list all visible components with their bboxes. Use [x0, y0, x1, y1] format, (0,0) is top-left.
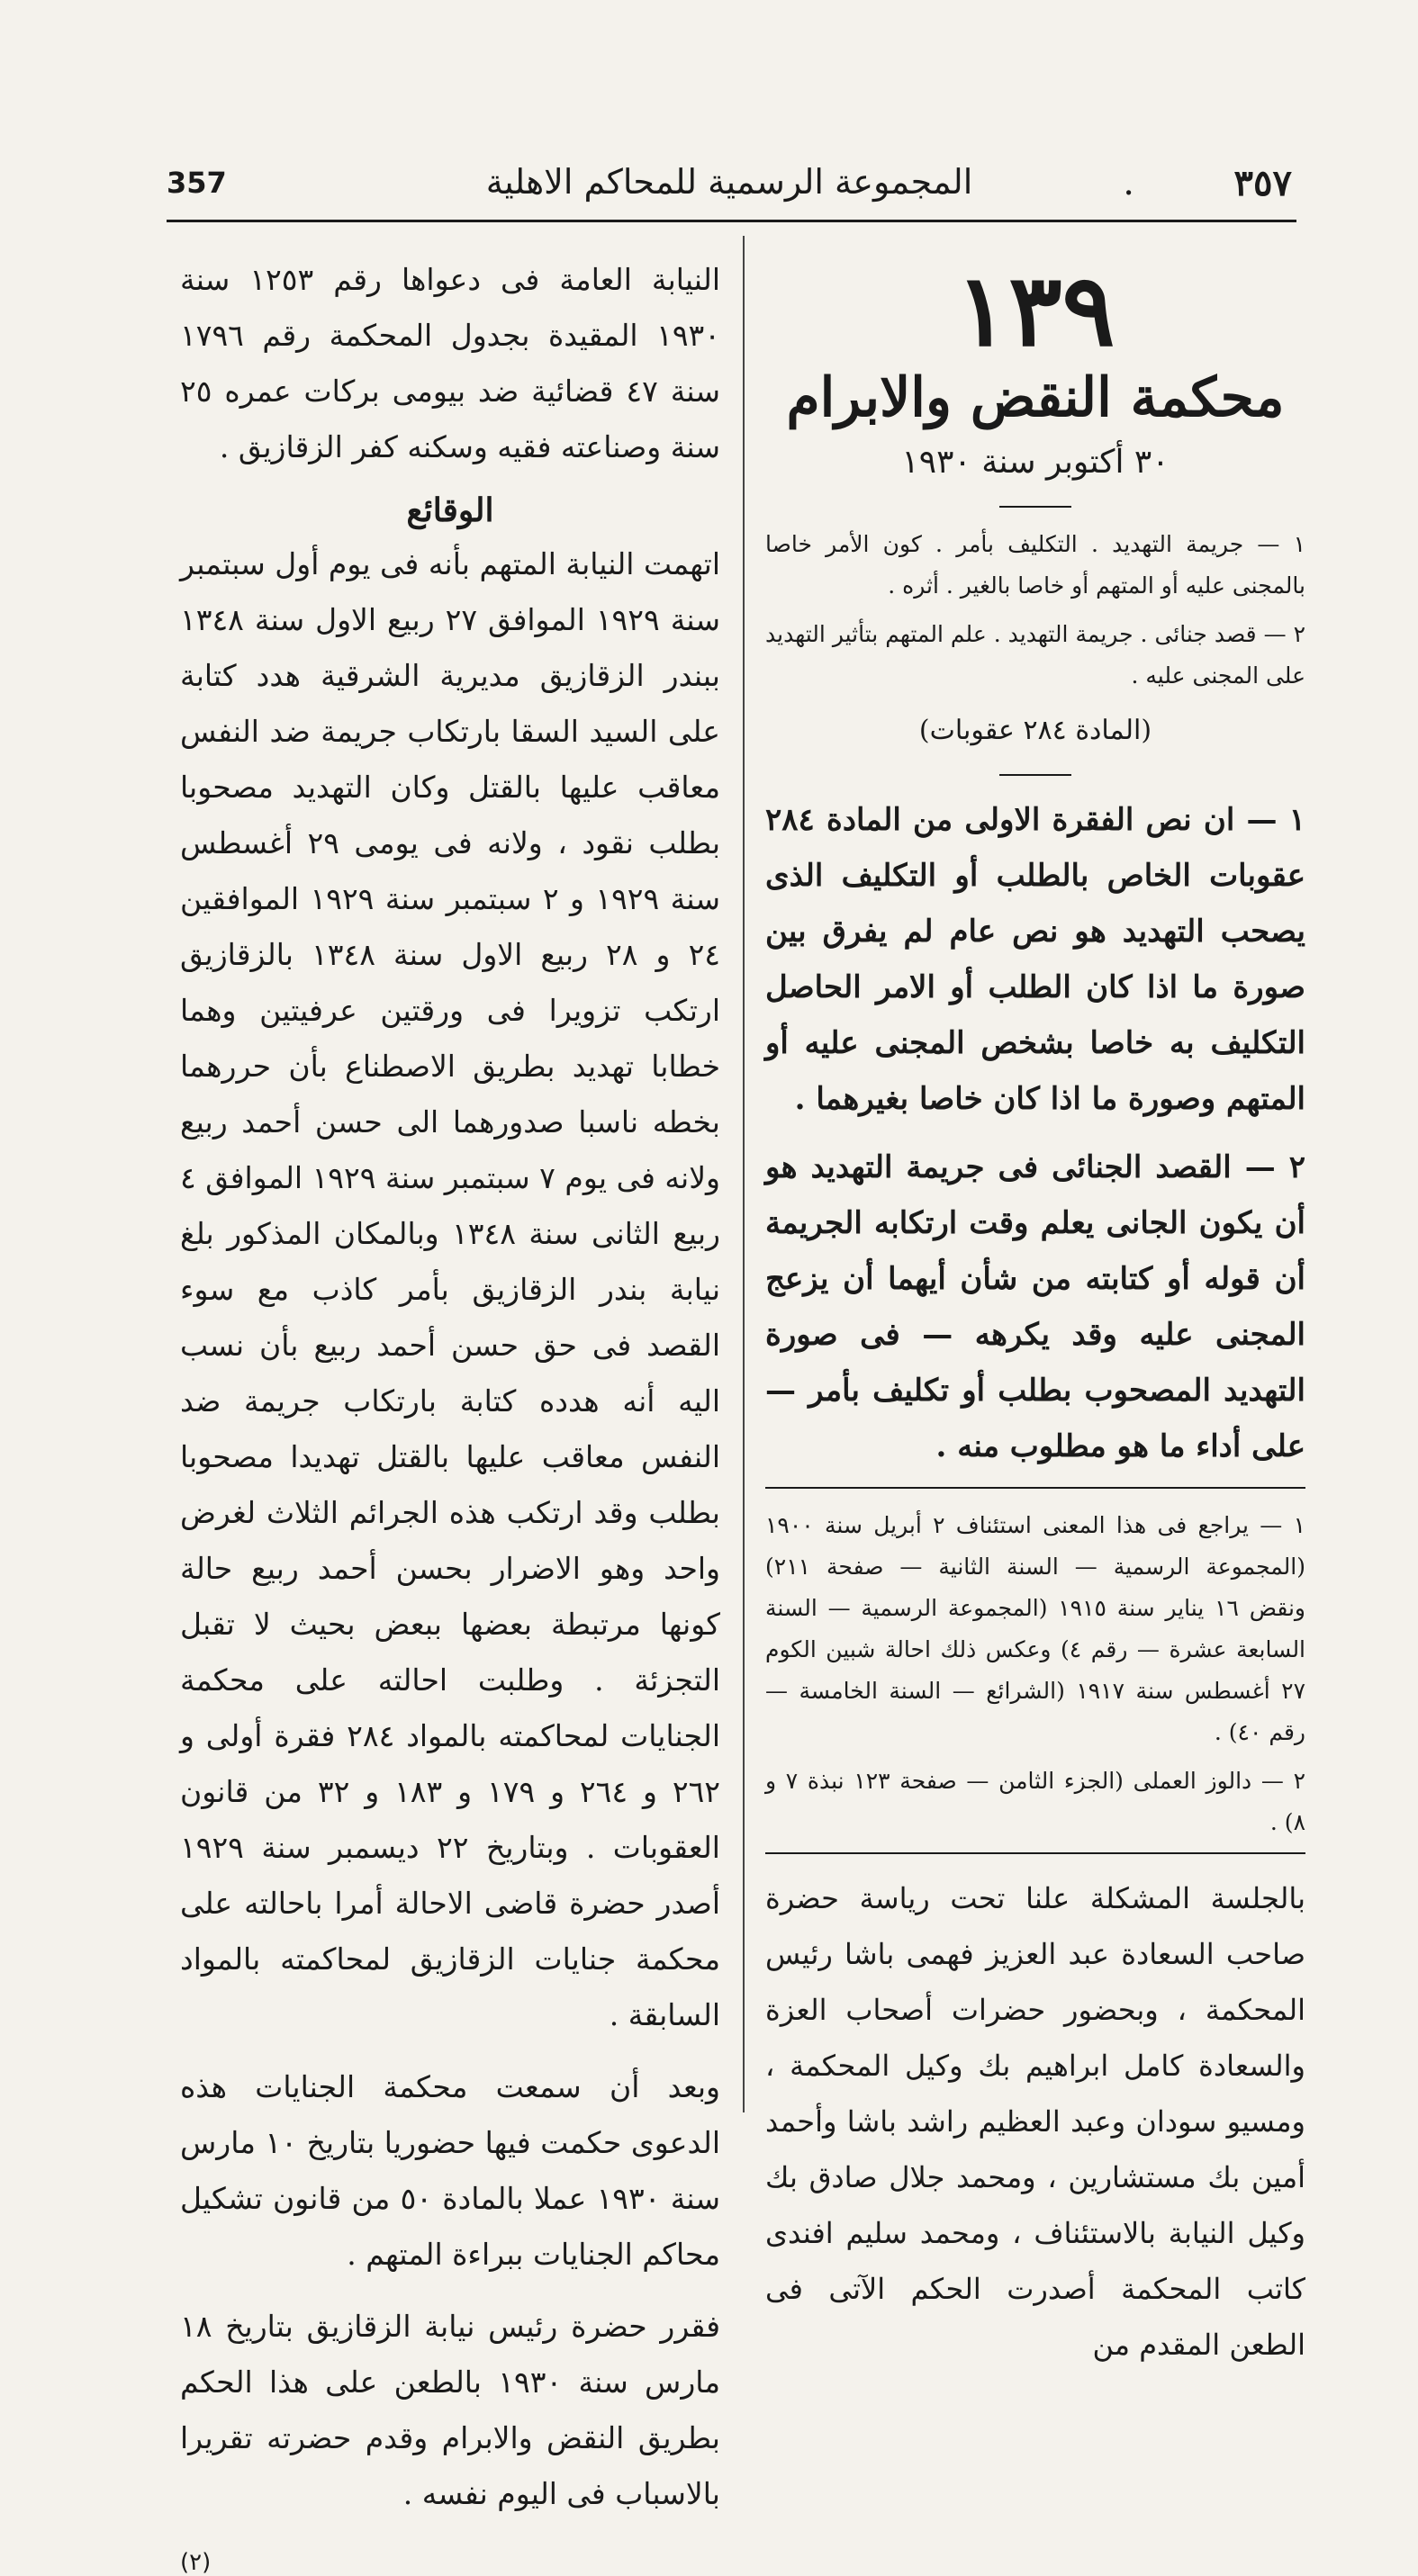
judgment-date: ٣٠ أكتوبر سنة ١٩٣٠: [901, 444, 1170, 481]
session-paragraph: [765, 1870, 1305, 2373]
page-number-arabic: ٣٥٧: [1233, 162, 1292, 204]
header-separator: .: [1123, 162, 1134, 203]
facts-heading: الوقائع: [406, 491, 494, 529]
summary-list: [765, 524, 1305, 697]
footnote-list: [765, 1505, 1305, 1843]
facts-paragraph: وبعد أن سمعت محكمة الجنايات هذه الدعوى حكمت فيها حضوريا بتاريخ ١٠ مارس سنة ١٩٣٠ عملا بالمادة ٥٠ من قانون تشكيل محاكم الجنايات ببراءة المتهم .: [180, 2069, 720, 2272]
case-number: ١٣٩: [955, 252, 1115, 368]
headnote-item: ١ — ان نص الفقرة الاولى من المادة ٢٨٤ عقوبات الخاص بالطلب أو التكليف الذى يصحب التهديد هو نص عام لم يفرق بين صورة ما اذا كان الطلب أو الامر الحاصل التكليف به خاصا بشخص المجنى عليه أو المتهم وصورة ما اذا كان خاصا بغيرهما .: [765, 802, 1305, 1117]
intro-paragraph: النيابة العامة فى دعواها رقم ١٢٥٣ سنة ١٩٣٠ المقيدة بجدول المحكمة رقم ١٧٩٦ سنة ٤٧ قضائية ضد بيومى بركات عمره ٢٥ سنة وصناعته فقيه وسكنه كفر الزقازيق .: [180, 262, 720, 464]
footnote-item: ٢ — دالوز العملى (الجزء الثامن — صفحة ١٢٣ نبذة ٧ و ٨) .: [765, 1768, 1305, 1835]
signature-mark: (٢): [180, 2549, 212, 2576]
running-header: [167, 162, 1292, 216]
column-separator: [743, 236, 745, 2112]
left-column: [180, 252, 720, 2576]
session-rule: [765, 1852, 1305, 1854]
facts-paragraph: اتهمت النيابة المتهم بأنه فى يوم أول سبتمبر سنة ١٩٢٩ الموافق ٢٧ ربيع الاول سنة ١٣٤٨ ببندر الزقازيق مديرية الشرقية هدد كتابة على السيد السقا بارتكاب جريمة ضد النفس معاقب عليها بالقتل وكان التهديد مصحوبا بطلب نقود ، ولانه فى يومى ٢٩ أغسطس سنة ١٩٢٩ و ٢ سبتمبر سنة ١٩٢٩ الموافقين ٢٤ و ٢٨ ربيع الاول سنة ١٣٤٨ بالزقازيق ارتكب تزويرا فى ورقتين عرفيتين وهما خطابا تهديد بطريق الاصطناع بأن حررهما بخطه ناسبا صدورهما الى حسن أحمد ربيع ولانه فى يوم ٧ سبتمبر سنة ١٩٢٩ الموافق ٤ ربيع الثانى سنة ١٣٤٨ وبالمكان المذكور بلغ نيابة بندر الزقازيق بأمر كاذب مع سوء القصد فى حق حسن أحمد ربيع بأن نسب اليه أنه هدده كتابة بارتكاب جريمة ضد النفس معاقب عليها بالقتل تهديدا مصحوبا بطلب وقد ارتكب هذه الجرائم الثلاث لغرض واحد وهو الاضرار بحسن أحمد ربيع حالة كونها مرتبطة بعضها ببعض بحيث لا تقبل التجزئة . وطلبت احالته على محكمة الجنايات لمحاكمته بالمواد ٢٨٤ فقرة أولى و ٢٦٢ و ٢٦٤ و ١٧٩ و ١٨٣ و ٣٢ من قانون العقوبات . وبتاريخ ٢٢ ديسمبر سنة ١٩٢٩ أصدر حضرة قاضى الاحالة أمرا باحالته على محكمة جنايات الزقازيق لمحاكمته بالمواد السابقة .: [180, 546, 721, 2032]
header-rule: [167, 220, 1296, 222]
page-number-latin: 357: [167, 166, 227, 200]
facts-paragraph: فقرر حضرة رئيس نيابة الزقازيق بتاريخ ١٨ مارس سنة ١٩٣٠ بالطعن على هذا الحكم بطريق النقض والابرام وقدم حضرته تقريرا بالاسباب فى اليوم نفسه .: [180, 2309, 720, 2511]
right-column: [765, 252, 1305, 2373]
headnote-item: ٢ — القصد الجنائى فى جريمة التهديد هو أن يكون الجانى يعلم وقت ارتكابه الجريمة أن قوله أو كتابته من شأن أيهما أن يزعج المجنى عليه وقد يكرهه — فى صورة التهديد المصحوب بطلب أو تكليف بأمر — على أداء ما هو مطلوب منه .: [765, 1149, 1305, 1464]
journal-title: المجموعة الرسمية للمحاكم الاهلية: [485, 162, 973, 202]
session-text: بالجلسة المشكلة علنا تحت رياسة حضرة صاحب السعادة عبد العزيز فهمى باشا رئيس المحكمة ، وبحضور حضرات أصحاب العزة والسعادة كامل ابراهيم بك وكيل المحكمة ، ومسيو سودان وعبد العظيم راشد باشا وأحمد أمين بك مستشارين ، ومحمد جلال صادق بك وكيل النيابة بالاستئناف ، ومحمد سليم افندى كاتب المحكمة أصدرت الحكم الآتى فى الطعن المقدم من: [765, 1881, 1305, 2362]
headnote-list: [765, 792, 1305, 1474]
short-rule: [999, 506, 1071, 508]
summary-item: ١ — جريمة التهديد . التكليف بأمر . كون الأمر خاصا بالمجنى عليه أو المتهم أو خاصا بالغير . أثره .: [765, 531, 1305, 599]
footnote-rule: [765, 1487, 1305, 1489]
summary-item: ٢ — قصد جنائى . جريمة التهديد . علم المتهم بتأثير التهديد على المجنى عليه .: [765, 621, 1305, 689]
court-name: محكمة النقض والابرام: [786, 366, 1285, 429]
article-reference: (المادة ٢٨٤ عقوبات): [918, 715, 1152, 746]
footnote-item: ١ — يراجع فى هذا المعنى استئناف ٢ أبريل سنة ١٩٠٠ (المجموعة الرسمية — السنة الثانية — صفحة ٢١١) ونقض ١٦ يناير سنة ١٩١٥ (المجموعة الرسمية — السنة السابعة عشرة — رقم ٤) وعكس ذلك احالة شبين الكوم ٢٧ أغسطس سنة ١٩١٧ (الشرائع — السنة الخامسة — رقم ٤٠) .: [765, 1512, 1306, 1745]
short-rule: [999, 774, 1071, 776]
